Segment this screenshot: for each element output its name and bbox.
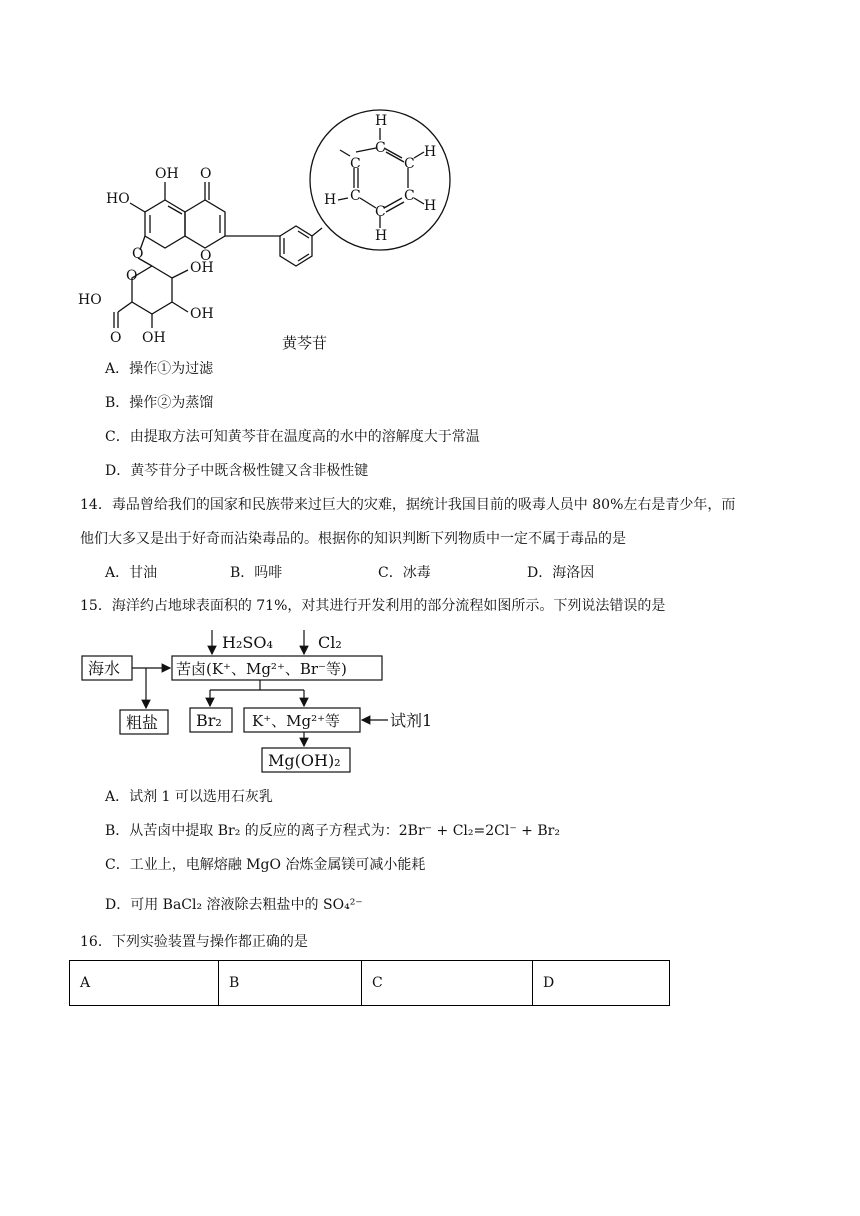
acid-ho-label: HO — [78, 292, 102, 308]
q15-option-b: B．从苦卤中提取 Br₂ 的反应的离子方程式为：2Br⁻ + Cl₂=2Cl⁻ + Br₂ — [105, 823, 560, 839]
q16-stem: 16．下列实验装置与操作都正确的是 — [80, 934, 308, 950]
zoom-h4: H — [375, 228, 388, 244]
flow-cl2: Cl₂ — [318, 633, 342, 652]
sugar-oh2-label: OH — [142, 330, 166, 346]
q13-option-a: A．操作①为过滤 — [105, 361, 214, 377]
q14-stem-line2: 他们大多又是出于好奇而沾染毒品的。根据你的知识判断下列物质中一定不属于毒品的是 — [80, 531, 626, 547]
flow-reagent1: 试剂1 — [390, 711, 433, 730]
q14-option-a: A．甘油 — [105, 565, 158, 581]
q14-stem-line1: 14．毒品曾给我们的国家和民族带来过巨大的灾难，据统计我国目前的吸毒人员中 80%左右是青少年，而 — [80, 497, 736, 513]
oh-top-label: OH — [155, 166, 179, 182]
q15-option-a: A．试剂 1 可以选用石灰乳 — [105, 789, 273, 805]
table-cell-a: A — [70, 961, 219, 1006]
link-o-label: O — [132, 246, 144, 262]
zoom-c4: C — [375, 204, 386, 220]
zoom-c5: C — [350, 188, 361, 204]
q16-answer-table — [69, 960, 670, 1006]
flow-crude-salt: 粗盐 — [126, 713, 159, 732]
q15-option-d: D．可用 BaCl₂ 溶液除去粗盐中的 SO₄²⁻ — [105, 897, 363, 913]
keto-o-label: O — [200, 166, 212, 182]
ring-o-label: O — [200, 248, 212, 264]
zoom-c6: C — [350, 156, 361, 172]
zoom-c3: C — [404, 188, 415, 204]
flow-br2: Br₂ — [196, 711, 222, 730]
q15-flow-diagram — [78, 626, 438, 776]
q13-option-c: C．由提取方法可知黄芩苷在温度高的水中的溶解度大于常温 — [105, 429, 480, 445]
flow-mgoh2: Mg(OH)₂ — [268, 751, 341, 770]
zoom-h2: H — [424, 144, 437, 160]
zoom-h1: H — [375, 113, 388, 129]
table-row — [70, 961, 670, 1006]
compound-name: 黄芩苷 — [282, 334, 328, 352]
zoom-c1: C — [375, 140, 386, 156]
q15-option-c: C．工业上，电解熔融 MgO 冶炼金属镁可减小能耗 — [105, 857, 426, 873]
baicalin-structure — [70, 100, 470, 360]
q13-option-b: B．操作②为蒸馏 — [105, 395, 214, 411]
q13-option-d: D．黄芩苷分子中既含极性键又含非极性键 — [105, 463, 369, 479]
zoom-h5: H — [324, 192, 337, 208]
sugar-oh1-label: OH — [190, 260, 214, 276]
sugar-oh3-label: OH — [190, 306, 214, 322]
flow-bittern: 苦卤(K⁺、Mg²⁺、Br⁻等) — [176, 660, 347, 678]
ho-left-label: HO — [106, 191, 130, 207]
acid-o-label: O — [110, 330, 122, 346]
zoom-c2: C — [404, 156, 415, 172]
q14-option-d: D．海洛因 — [527, 565, 595, 581]
table-cell-d: D — [533, 961, 670, 1006]
q14-option-b: B．吗啡 — [230, 565, 283, 581]
flow-filtrate: K⁺、Mg²⁺等 — [252, 712, 341, 730]
q14-option-c: C．冰毒 — [378, 565, 431, 581]
table-cell-c: C — [362, 961, 533, 1006]
table-cell-b: B — [219, 961, 362, 1006]
zoom-h3: H — [424, 198, 437, 214]
flow-h2so4: H₂SO₄ — [222, 633, 273, 652]
q15-stem: 15．海洋约占地球表面积的 71%，对其进行开发利用的部分流程如图所示。下列说法错误的是 — [80, 598, 666, 614]
flow-seawater: 海水 — [88, 659, 121, 678]
sugar-o-label: O — [126, 268, 138, 284]
